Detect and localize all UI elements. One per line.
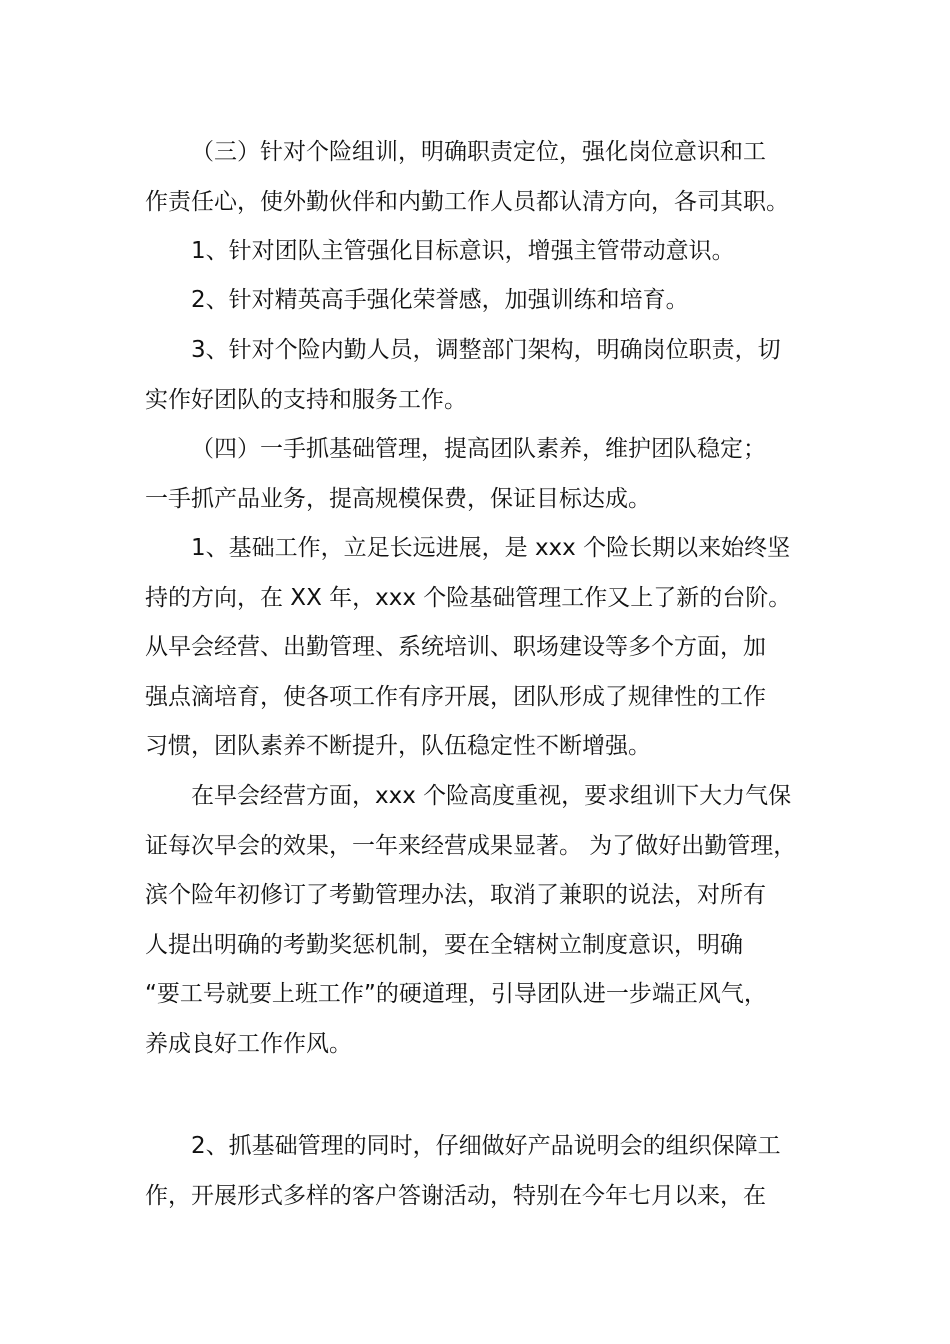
- paragraph-line: 作责任心，使外勤伙伴和内勤工作人员都认清方向，各司其职。: [145, 188, 789, 215]
- paragraph-3: [145, 276, 815, 326]
- paragraph-4: [145, 326, 815, 425]
- paragraph-line: “要工号就要上班工作”的硬道理，引导团队进一步端正风气，: [145, 981, 767, 1007]
- paragraph-line: 持的方向，在 XX 年，xxx 个险基础管理工作又上了新的台阶。: [145, 584, 792, 611]
- paragraph-line: 实作好团队的支持和服务工作。: [145, 386, 467, 413]
- paragraph-line: 作，开展形式多样的客户答谢活动，特别在今年七月以来，在: [145, 1182, 766, 1209]
- paragraph-line: （三）针对个险组训，明确职责定位，强化岗位意识和工: [191, 139, 766, 165]
- paragraph-7: [145, 772, 815, 1069]
- paragraph-line: （四）一手抓基础管理，提高团队素养，维护团队稳定；: [191, 436, 766, 462]
- paragraph-line: 一手抓产品业务，提高规模保费，保证目标达成。: [145, 485, 651, 512]
- paragraph-2: [145, 227, 815, 277]
- paragraph-1: [145, 128, 815, 227]
- paragraph-line: 养成良好工作作风。: [145, 1030, 352, 1057]
- paragraph-line: 1、基础工作，立足长远进展，是 xxx 个险长期以来始终坚: [191, 535, 791, 561]
- paragraph-line: 习惯，团队素养不断提升，队伍稳定性不断增强。: [145, 733, 651, 759]
- paragraph-line: 滨个险年初修订了考勤管理办法，取消了兼职的说法，对所有: [145, 882, 766, 908]
- paragraph-line: 从早会经营、出勤管理、系统培训、职场建设等多个方面，加: [145, 634, 766, 660]
- paragraph-line: 在早会经营方面，xxx 个险高度重视，要求组训下大力气保: [191, 783, 792, 809]
- paragraph-line: 3、针对个险内勤人员，调整部门架构，明确岗位职责，切: [191, 337, 781, 363]
- paragraph-line: 2、抓基础管理的同时，仔细做好产品说明会的组织保障工: [191, 1133, 781, 1159]
- paragraph-line: 2、针对精英高手强化荣誉感，加强训练和培育。: [191, 287, 689, 313]
- paragraph-6: [145, 524, 815, 772]
- paragraph-line: 强点滴培育，使各项工作有序开展，团队形成了规律性的工作: [145, 683, 766, 710]
- paragraph-8: [145, 1122, 815, 1221]
- paragraph-5: [145, 425, 815, 524]
- paragraph-line: 人提出明确的考勤奖惩机制，要在全辖树立制度意识，明确: [145, 931, 743, 958]
- paragraph-line: 1、针对团队主管强化目标意识，增强主管带动意识。: [191, 238, 735, 264]
- paragraph-line: 证每次早会的效果，一年来经营成果显著。 为了做好出勤管理，: [145, 832, 797, 859]
